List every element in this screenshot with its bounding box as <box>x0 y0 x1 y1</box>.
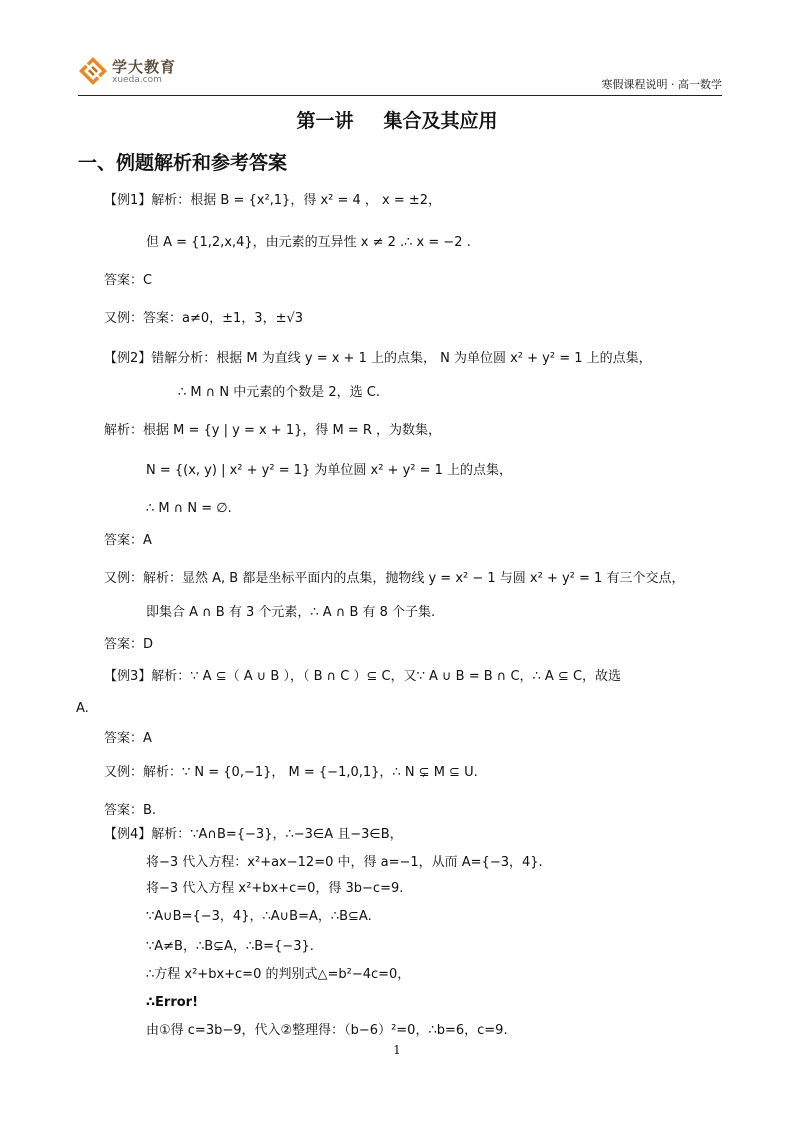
example3-line2: A. <box>76 701 89 716</box>
example2-followup-answer: 答案：D <box>104 637 154 652</box>
example4-line6: ∴方程 x²+bx+c=0 的判别式△=b²−4c=0， <box>146 967 411 982</box>
example4-line5: ∵A≠B，∴B⊊A，∴B={−3}. <box>146 939 314 954</box>
example2-line2: ∴ M ∩ N 中元素的个数是 2，选 C. <box>178 385 381 400</box>
logo-url: xueda.com <box>112 75 162 85</box>
example1-answer: 答案：C <box>104 273 153 288</box>
example1-followup: 又例：答案：a≠0，±1，3，±√3 <box>104 311 304 326</box>
example2-followup-line1: 又例：解析：显然 A, B 都是坐标平面内的点集，抛物线 y = x² − 1 与圆 x² + y² = 1 有三个交点， <box>104 571 685 586</box>
page-number: 1 <box>393 1043 401 1057</box>
example2-line3: 解析：根据 M = {y | y = x + 1}，得 M = R ，为数集， <box>104 423 442 438</box>
example2-line4: N = {(x, y) | x² + y² = 1} 为单位圆 x² + y² = 1 上的点集， <box>146 463 513 478</box>
example4-line8: 由①得 c=3b−9，代入②整理得：（b−6）²=0，∴b=6，c=9. <box>146 1023 508 1038</box>
example3-answer: 答案：A <box>104 731 152 746</box>
header-course-label: 寒假课程说明 · 高一数学 <box>601 78 722 91</box>
example2-answer: 答案：A <box>104 533 152 548</box>
section-heading: 一、例题解析和参考答案 <box>78 152 288 174</box>
title-lecture: 第一讲 <box>296 110 354 132</box>
example4-line4: ∵A∪B={−3，4}，∴A∪B=A，∴B⊆A. <box>146 909 372 924</box>
xueda-logo-icon <box>78 56 108 86</box>
example4-line2: 将−3 代入方程：x²+ax−12=0 中，得 a=−1，从而 A={−3，4}. <box>146 855 543 870</box>
example4-line3: 将−3 代入方程 x²+bx+c=0，得 3b−c=9. <box>146 881 404 896</box>
page-title <box>0 106 794 133</box>
header-divider <box>78 95 722 96</box>
example2-line5: ∴ M ∩ N = ∅. <box>146 501 232 516</box>
title-topic: 集合及其应用 <box>383 110 498 132</box>
example2-line1: 【例2】错解分析：根据 M 为直线 y = x + 1 上的点集， N 为单位圆 x² + y² = 1 上的点集， <box>104 351 652 366</box>
example1-line1: 【例1】解析：根据 B = {x²,1}，得 x² = 4 ， x = ±2， <box>104 193 442 208</box>
example4-line7: ∴Error! <box>146 995 199 1010</box>
example1-line2: 但 A = {1,2,x,4}，由元素的互异性 x ≠ 2 .∴ x = −2 . <box>146 235 471 250</box>
example2-followup-line2: 即集合 A ∩ B 有 3 个元素，∴ A ∩ B 有 8 个子集. <box>146 605 436 620</box>
example4-line1: 【例4】解析：∵A∩B={−3}，∴−3∈A 且−3∈B， <box>104 827 403 842</box>
logo-text: 学大教育 <box>112 58 177 76</box>
example3-line1: 【例3】解析：∵ A ⊆（ A ∪ B ），（ B ∩ C ）⊆ C，又∵ A ∪ B = B ∩ C，∴ A ⊆ C，故选 <box>104 669 622 684</box>
example3-followup-answer: 答案：B. <box>104 803 157 818</box>
example3-followup: 又例：解析：∵ N = {0,−1}， M = {−1,0,1}，∴ N ⊊ M ⊆ U. <box>104 765 478 780</box>
